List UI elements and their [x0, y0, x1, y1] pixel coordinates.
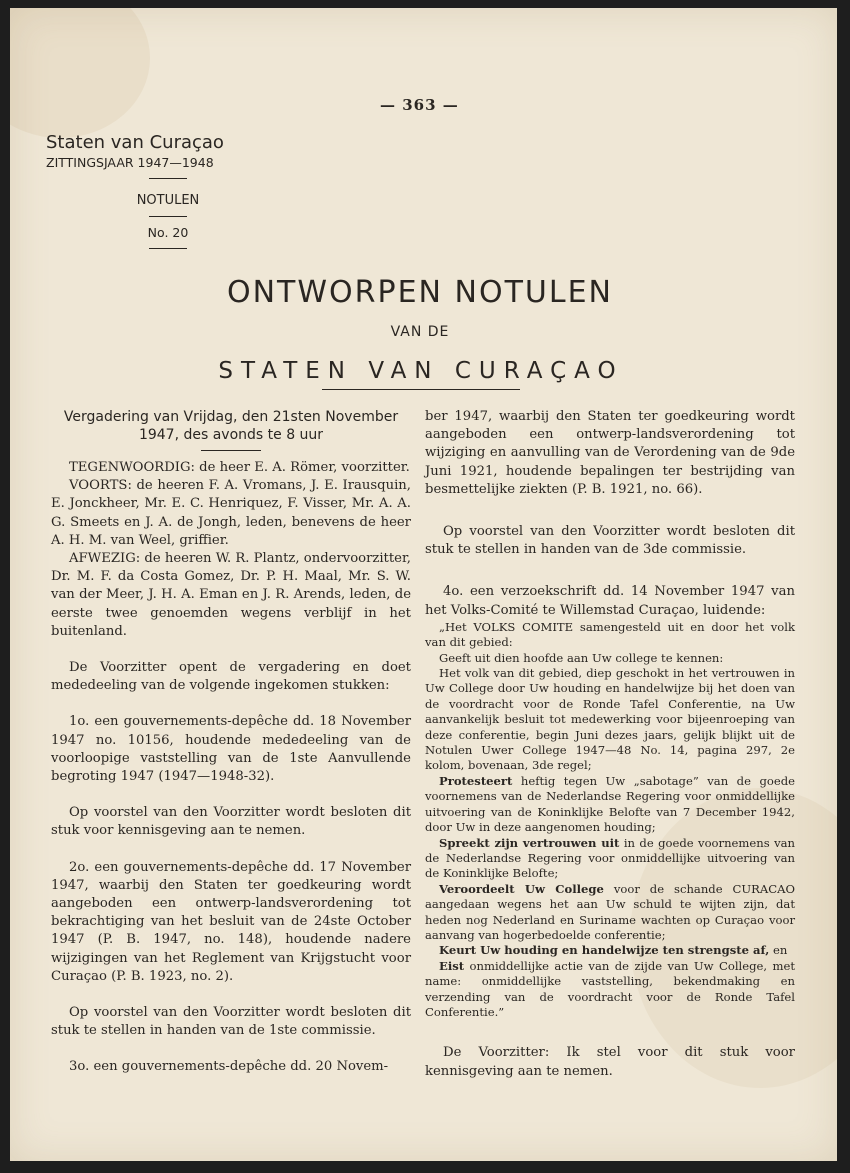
attendance-absent: AFWEZIG: de heeren W. R. Plantz, ondervoorzitter, Dr. M. F. da Costa Gomez, Dr. P. H. Maal, Mr. S. W. van der Meer, J. H. A. Eman en J. R. Arends, leden, de eerste twee genoemden wegens verblijf in het buitenland. — [51, 551, 411, 639]
closing-remark: De Voorzitter: Ik stel voor dit stuk voor kennisgeving aan te nemen. — [425, 1045, 795, 1079]
agenda-item-3-decision: Op voorstel van den Voorzitter wordt besloten dit stuk te stellen in handen van de 3de commissie. — [425, 524, 795, 558]
agenda-item-1-decision: Op voorstel van den Voorzitter wordt besloten dit stuk voor kennisgeving aan te nemen. — [51, 805, 411, 839]
petition-paragraph: Keurt Uw houding en handelwijze ten strengste af, en — [439, 943, 788, 958]
masthead-section-block — [98, 178, 238, 249]
petition-text — [425, 620, 795, 1021]
petition-paragraph: Spreekt zijn vertrouwen uit in de goede voornemens van de Nederlandse Regering voor onmiddellijke uitvoering van de Koninklijke Belofte; — [425, 835, 795, 881]
divider — [201, 450, 261, 451]
petition-paragraph: „Het VOLKS COMITE samengesteld uit en door het volk van dit gebied: — [425, 619, 795, 650]
agenda-item-4: 4o. een verzoekschrift dd. 14 November 1947 van het Volks-Comité te Willemstad Curaçao, luidende: — [425, 584, 795, 618]
agenda-item-3-continued: ber 1947, waarbij den Staten ter goedkeuring wordt aangeboden een ontwerp-landsverordening tot wijziging en aanvulling van de Verordening van de 9de Juni 1921, houdende bepalingen ter bestrijding van besmettelijke ziekten (P. B. 1921, no. 66). — [425, 409, 795, 497]
attendance-also-present: VOORTS: de heeren F. A. Vromans, J. E. Irausquin, E. Jonckheer, Mr. E. C. Henriquez, F. Visser, Mr. A. A. G. Smeets en J. A. de Jongh, leden, benevens de heer A. H. M. van Weel, griffier. — [51, 478, 411, 548]
divider — [149, 248, 187, 249]
meeting-header: Vergadering van Vrijdag, den 21sten November 1947, des avonds te 8 uur — [63, 409, 399, 443]
masthead-title: Staten van Curaçao — [46, 132, 224, 153]
page-number: — 363 — — [380, 96, 459, 114]
agenda-item-2-decision: Op voorstel van den Voorzitter wordt besloten dit stuk te stellen in handen van de 1ste commissie. — [51, 1005, 411, 1039]
paper-stain — [10, 8, 150, 138]
left-column — [51, 408, 411, 1077]
petition-paragraph: Veroordeelt Uw College voor de schande CURACAO aangedaan wegens het aan Uw schuld te wijten zijn, dat heden nog Nederland en Suriname wachten op Curaçao voor aanvang van hogerbedoelde conferentie; — [425, 881, 795, 942]
divider — [322, 389, 520, 390]
subtitle-staten: STATEN VAN CURAÇAO — [218, 358, 624, 384]
petition-paragraph: Eist onmiddellijke actie van de zijde van Uw College, met name: onmiddellijke vaststelling, bekendmaking en verzending van de voordracht voor de Ronde Tafel Conferentie.” — [425, 958, 795, 1019]
opening-paragraph: De Voorzitter opent de vergadering en doet mededeeling van de volgende ingekomen stukken: — [51, 660, 411, 694]
agenda-item-2: 2o. een gouvernements-depêche dd. 17 November 1947, waarbij den Staten ter goedkeuring wordt aangeboden een ontwerp-landsverordening tot bekrachtiging van het besluit van de 24ste October 1947 (P. B. 1947, no. 148), houdende nadere wijzigingen van het Reglement van Krijgstucht voor Curaçao (P. B. 1923, no. 2). — [51, 859, 411, 984]
main-title: ONTWORPEN NOTULEN — [227, 275, 613, 310]
agenda-item-3-start: 3o. een gouvernements-depêche dd. 20 Novem- — [69, 1059, 389, 1075]
divider — [149, 216, 187, 217]
divider — [149, 178, 187, 179]
section-label: NOTULEN — [136, 193, 200, 208]
agenda-item-1: 1o. een gouvernements-depêche dd. 18 November 1947 no. 10156, houdende mededeeling van de voorloopige vaststelling van de 1ste Aanvullende begroting 1947 (1947—1948-32). — [51, 714, 411, 785]
document-page — [10, 8, 837, 1161]
issue-number: No. 20 — [147, 225, 189, 240]
petition-paragraph: Het volk van dit gebied, diep geschokt in het vertrouwen in Uw College door Uw houding en handelwijze bij het doen van de voordracht voor de Ronde Tafel Conferentie, na Uw aanvankelijk besluit tot medewerking voor bijeenroeping van deze conferentie, begin Juni dezes jaars, gelijk blijkt uit de Notulen Uwer College 1947—48 No. 14, pagina 297, 2e kolom, bovenaan, 3de regel; — [425, 666, 795, 773]
session-year: ZITTINGSJAAR 1947—1948 — [46, 155, 214, 170]
subtitle-van-de: VAN DE — [390, 324, 450, 340]
attendance-present: TEGENWOORDIG: de heer E. A. Römer, voorzitter. — [69, 460, 410, 475]
masthead — [46, 132, 256, 257]
right-column — [425, 408, 795, 1081]
petition-paragraph: Protesteert heftig tegen Uw „sabotage” van de goede voornemens van de Nederlandse Regering voor onmiddellijke uitvoering van de Koninklijke Belofte van 7 December 1942, door Uw in deze aangenomen houding; — [425, 773, 795, 835]
petition-paragraph: Geeft uit dien hoofde aan Uw college te kennen: — [439, 650, 724, 665]
